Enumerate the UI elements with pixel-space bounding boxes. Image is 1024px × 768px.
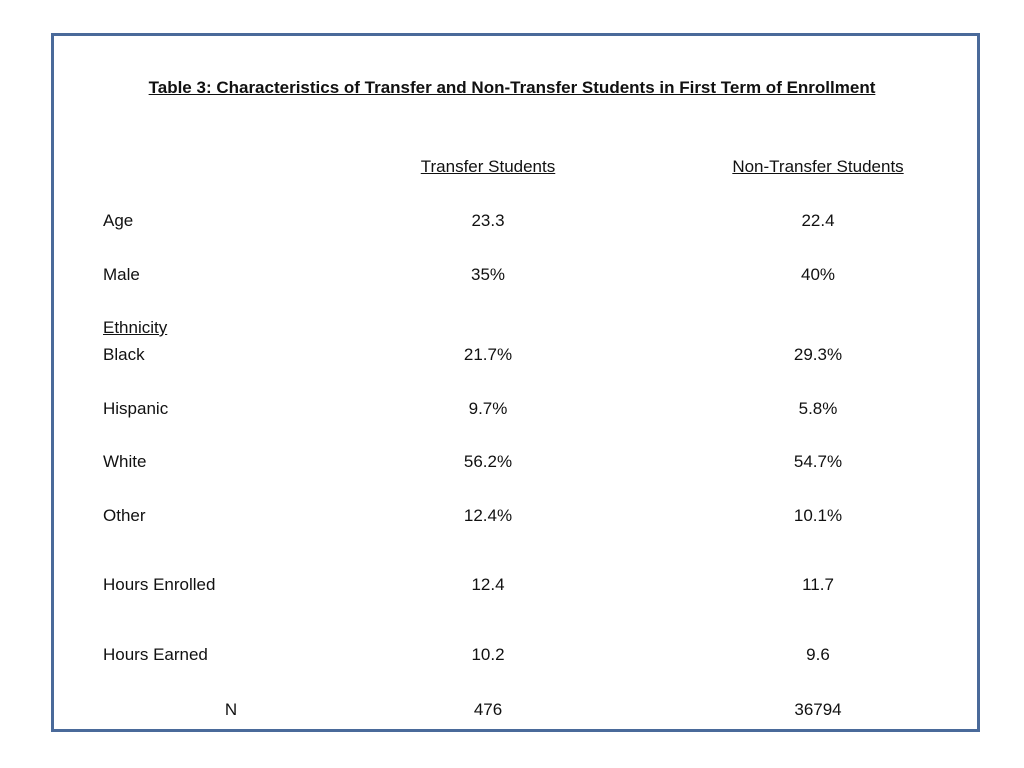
row-label-n: N xyxy=(224,700,238,719)
row-label-hours-earned: Hours Earned xyxy=(103,645,208,664)
cell-hours-earned-non-transfer: 9.6 xyxy=(806,645,830,664)
row-label-male: Male xyxy=(103,265,140,284)
cell-hours-enrolled-non-transfer: 11.7 xyxy=(802,575,834,594)
cell-age-non-transfer: 22.4 xyxy=(801,211,835,230)
cell-other-transfer: 12.4% xyxy=(463,506,513,525)
cell-hispanic-transfer: 9.7% xyxy=(468,399,508,418)
cell-male-transfer: 35% xyxy=(470,265,506,284)
cell-n-transfer: 476 xyxy=(473,700,503,719)
cell-hispanic-non-transfer: 5.8% xyxy=(798,399,838,418)
cell-male-non-transfer: 40% xyxy=(800,265,836,284)
table-title: Table 3: Characteristics of Transfer and Non-Transfer Students in First Term of Enrollment xyxy=(148,78,876,97)
section-heading-ethnicity: Ethnicity xyxy=(103,318,168,337)
column-header-non-transfer: Non-Transfer Students xyxy=(732,157,904,176)
row-label-hispanic: Hispanic xyxy=(103,399,169,418)
cell-hours-earned-transfer: 10.2 xyxy=(471,645,505,664)
row-label-black: Black xyxy=(103,345,145,364)
cell-n-non-transfer: 36794 xyxy=(794,700,842,719)
row-label-age: Age xyxy=(103,211,134,230)
cell-hours-enrolled-transfer: 12.4 xyxy=(471,575,505,594)
cell-white-non-transfer: 54.7% xyxy=(793,452,843,471)
row-label-other: Other xyxy=(103,506,146,525)
cell-white-transfer: 56.2% xyxy=(463,452,513,471)
cell-black-non-transfer: 29.3% xyxy=(793,345,843,364)
cell-other-non-transfer: 10.1% xyxy=(793,506,843,525)
row-label-white: White xyxy=(103,452,147,471)
cell-black-transfer: 21.7% xyxy=(463,345,513,364)
column-header-transfer: Transfer Students xyxy=(420,157,556,176)
row-label-hours-enrolled: Hours Enrolled xyxy=(103,575,216,594)
table-frame xyxy=(51,33,980,732)
cell-age-transfer: 23.3 xyxy=(471,211,505,230)
